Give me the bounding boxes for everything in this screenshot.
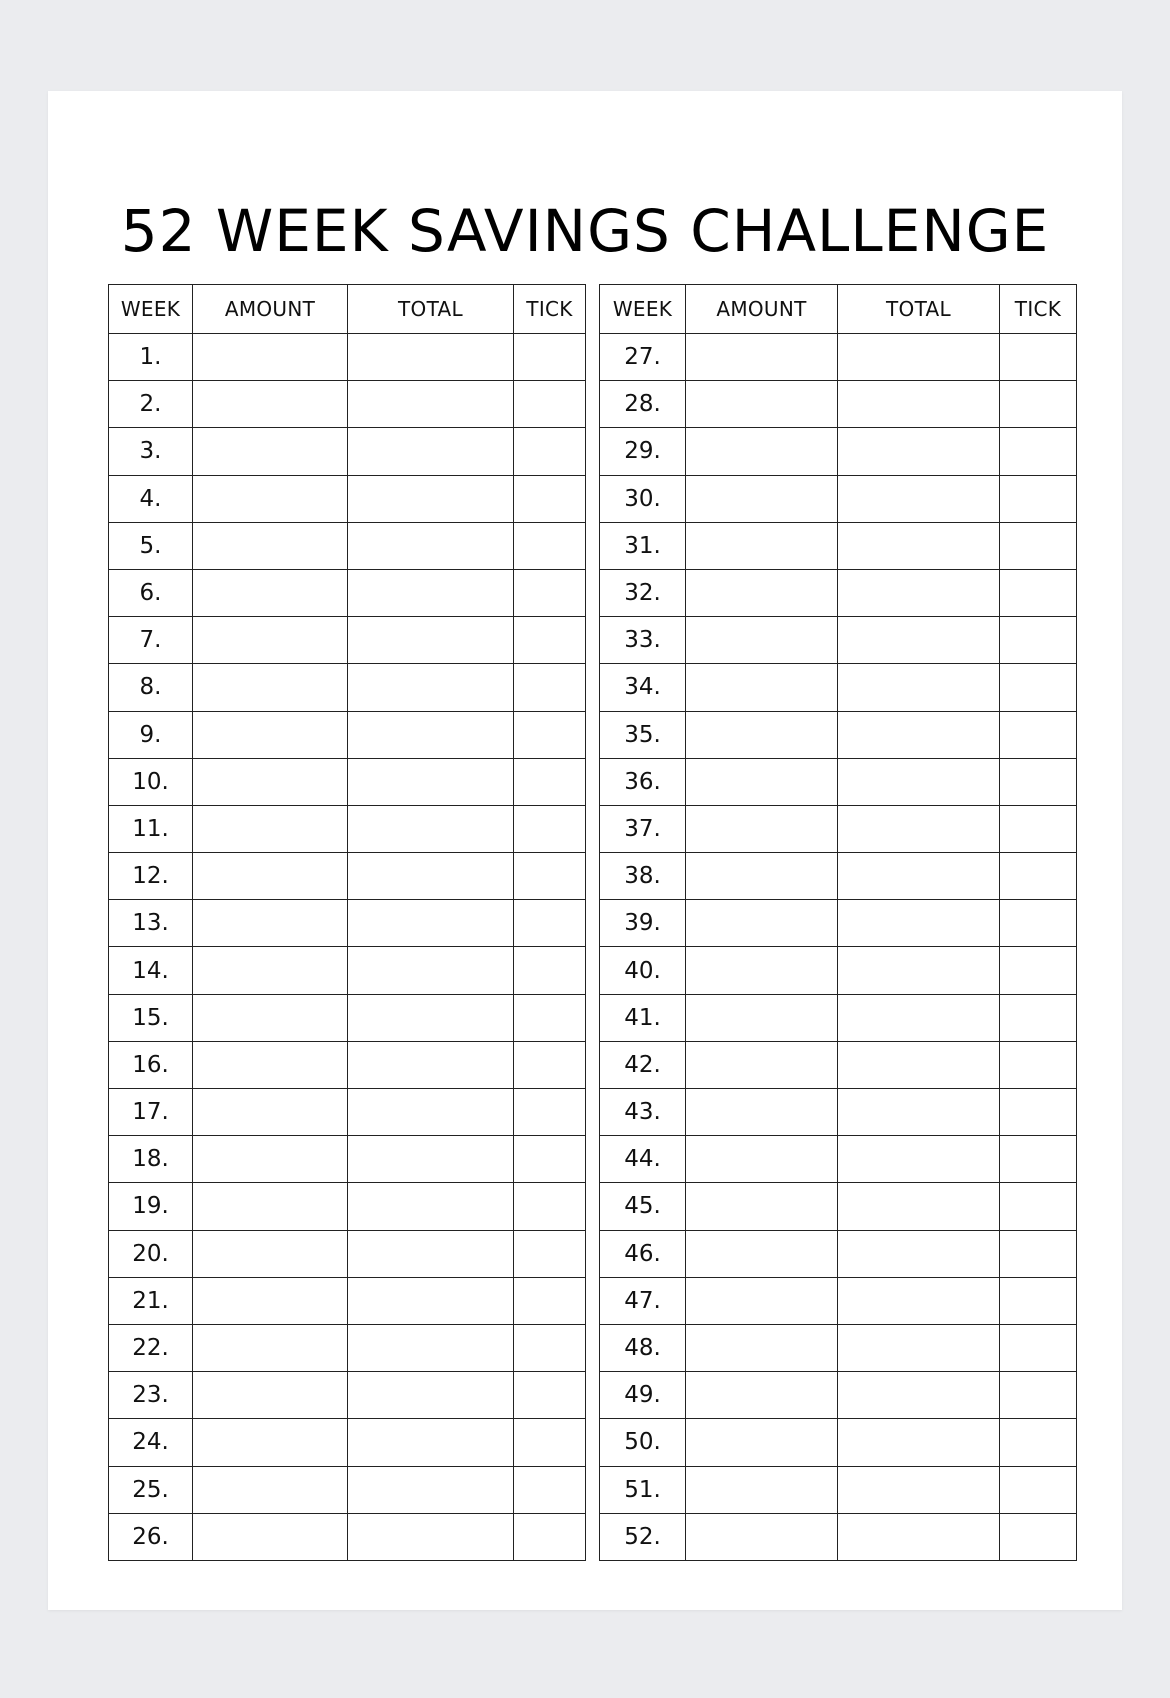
week-number: 13. <box>109 900 193 947</box>
total-cell[interactable] <box>838 1419 1000 1466</box>
table-row <box>600 1324 1077 1371</box>
table-row <box>109 1183 586 1230</box>
tick-cell[interactable] <box>514 900 586 947</box>
week-number: 8. <box>109 664 193 711</box>
amount-cell[interactable] <box>193 428 348 475</box>
table-row <box>109 1089 586 1136</box>
column-header-total: TOTAL <box>838 285 1000 334</box>
table-row <box>600 569 1077 616</box>
amount-cell[interactable] <box>193 1466 348 1513</box>
total-cell[interactable] <box>348 853 514 900</box>
total-cell[interactable] <box>838 1041 1000 1088</box>
amount-cell[interactable] <box>193 853 348 900</box>
week-number: 37. <box>600 805 686 852</box>
amount-cell[interactable] <box>686 1419 838 1466</box>
amount-cell[interactable] <box>686 381 838 428</box>
table-row <box>109 569 586 616</box>
table-row <box>600 1372 1077 1419</box>
column-header-tick: TICK <box>1000 285 1077 334</box>
table-row <box>600 711 1077 758</box>
tick-cell[interactable] <box>514 805 586 852</box>
amount-cell[interactable] <box>686 1277 838 1324</box>
total-cell[interactable] <box>348 994 514 1041</box>
tick-cell[interactable] <box>514 475 586 522</box>
tick-cell[interactable] <box>514 1041 586 1088</box>
table-row <box>600 381 1077 428</box>
amount-cell[interactable] <box>193 1089 348 1136</box>
amount-cell[interactable] <box>686 475 838 522</box>
tick-cell[interactable] <box>1000 1089 1077 1136</box>
total-cell[interactable] <box>348 947 514 994</box>
week-number: 47. <box>600 1277 686 1324</box>
week-number: 26. <box>109 1513 193 1560</box>
total-cell[interactable] <box>838 522 1000 569</box>
week-number: 51. <box>600 1466 686 1513</box>
table-row <box>109 1466 586 1513</box>
total-cell[interactable] <box>838 1183 1000 1230</box>
week-number: 42. <box>600 1041 686 1088</box>
table-row <box>600 1089 1077 1136</box>
table-row <box>109 947 586 994</box>
table-row <box>600 617 1077 664</box>
week-number: 45. <box>600 1183 686 1230</box>
total-cell[interactable] <box>838 381 1000 428</box>
tick-cell[interactable] <box>514 1183 586 1230</box>
table-row <box>109 1277 586 1324</box>
week-number: 25. <box>109 1466 193 1513</box>
amount-cell[interactable] <box>686 1513 838 1560</box>
week-number: 52. <box>600 1513 686 1560</box>
tick-cell[interactable] <box>1000 758 1077 805</box>
table-row <box>600 758 1077 805</box>
total-cell[interactable] <box>838 1324 1000 1371</box>
table-row <box>109 1136 586 1183</box>
table-row <box>109 617 586 664</box>
table-row <box>600 1041 1077 1088</box>
total-cell[interactable] <box>348 1324 514 1371</box>
total-cell[interactable] <box>348 664 514 711</box>
table-header-row <box>600 285 1077 334</box>
amount-cell[interactable] <box>193 569 348 616</box>
tick-cell[interactable] <box>1000 1277 1077 1324</box>
column-header-amount: AMOUNT <box>686 285 838 334</box>
week-number: 23. <box>109 1372 193 1419</box>
week-number: 6. <box>109 569 193 616</box>
week-number: 29. <box>600 428 686 475</box>
total-cell[interactable] <box>348 1230 514 1277</box>
total-cell[interactable] <box>838 947 1000 994</box>
amount-cell[interactable] <box>193 805 348 852</box>
amount-cell[interactable] <box>193 1372 348 1419</box>
week-number: 2. <box>109 381 193 428</box>
week-number: 40. <box>600 947 686 994</box>
total-cell[interactable] <box>838 758 1000 805</box>
week-number: 34. <box>600 664 686 711</box>
tick-cell[interactable] <box>514 1466 586 1513</box>
tick-cell[interactable] <box>1000 475 1077 522</box>
tick-cell[interactable] <box>514 522 586 569</box>
amount-cell[interactable] <box>686 428 838 475</box>
total-cell[interactable] <box>348 1419 514 1466</box>
total-cell[interactable] <box>838 1513 1000 1560</box>
tick-cell[interactable] <box>1000 1041 1077 1088</box>
total-cell[interactable] <box>838 664 1000 711</box>
week-number: 41. <box>600 994 686 1041</box>
week-number: 5. <box>109 522 193 569</box>
week-number: 1. <box>109 334 193 381</box>
tick-cell[interactable] <box>514 994 586 1041</box>
tick-cell[interactable] <box>514 1089 586 1136</box>
amount-cell[interactable] <box>686 664 838 711</box>
week-number: 27. <box>600 334 686 381</box>
amount-cell[interactable] <box>193 617 348 664</box>
amount-cell[interactable] <box>193 475 348 522</box>
tick-cell[interactable] <box>514 1136 586 1183</box>
amount-cell[interactable] <box>193 522 348 569</box>
tick-cell[interactable] <box>1000 569 1077 616</box>
week-number: 24. <box>109 1419 193 1466</box>
amount-cell[interactable] <box>193 1277 348 1324</box>
table-row <box>109 428 586 475</box>
week-number: 4. <box>109 475 193 522</box>
tick-cell[interactable] <box>514 711 586 758</box>
week-number: 3. <box>109 428 193 475</box>
total-cell[interactable] <box>838 805 1000 852</box>
tick-cell[interactable] <box>514 617 586 664</box>
page-title: 52 WEEK SAVINGS CHALLENGE <box>120 196 1050 265</box>
week-number: 39. <box>600 900 686 947</box>
total-cell[interactable] <box>348 569 514 616</box>
amount-cell[interactable] <box>193 664 348 711</box>
table-row <box>109 664 586 711</box>
tick-cell[interactable] <box>1000 947 1077 994</box>
total-cell[interactable] <box>348 1136 514 1183</box>
amount-cell[interactable] <box>193 1183 348 1230</box>
table-row <box>600 1419 1077 1466</box>
week-number: 16. <box>109 1041 193 1088</box>
table-row <box>109 711 586 758</box>
total-cell[interactable] <box>348 900 514 947</box>
total-cell[interactable] <box>838 1230 1000 1277</box>
total-cell[interactable] <box>348 1466 514 1513</box>
table-row <box>109 1041 586 1088</box>
tick-cell[interactable] <box>1000 1372 1077 1419</box>
tick-cell[interactable] <box>1000 805 1077 852</box>
column-header-week: WEEK <box>109 285 193 334</box>
table-row <box>600 1183 1077 1230</box>
week-number: 46. <box>600 1230 686 1277</box>
amount-cell[interactable] <box>686 1230 838 1277</box>
amount-cell[interactable] <box>686 994 838 1041</box>
amount-cell[interactable] <box>193 381 348 428</box>
week-number: 36. <box>600 758 686 805</box>
amount-cell[interactable] <box>686 1183 838 1230</box>
total-cell[interactable] <box>838 1089 1000 1136</box>
week-number: 32. <box>600 569 686 616</box>
week-number: 19. <box>109 1183 193 1230</box>
tick-cell[interactable] <box>1000 994 1077 1041</box>
table-row <box>600 900 1077 947</box>
savings-table-right <box>599 284 1077 1561</box>
amount-cell[interactable] <box>686 1372 838 1419</box>
table-row <box>109 805 586 852</box>
tick-cell[interactable] <box>1000 428 1077 475</box>
table-row <box>109 334 586 381</box>
amount-cell[interactable] <box>686 947 838 994</box>
total-cell[interactable] <box>348 1513 514 1560</box>
week-number: 18. <box>109 1136 193 1183</box>
amount-cell[interactable] <box>686 1466 838 1513</box>
tick-cell[interactable] <box>1000 1136 1077 1183</box>
week-number: 31. <box>600 522 686 569</box>
table-row <box>600 805 1077 852</box>
week-number: 20. <box>109 1230 193 1277</box>
amount-cell[interactable] <box>686 569 838 616</box>
page-sheet <box>48 91 1122 1610</box>
table-header-row <box>109 285 586 334</box>
tick-cell[interactable] <box>514 1372 586 1419</box>
total-cell[interactable] <box>838 900 1000 947</box>
table-row <box>600 853 1077 900</box>
tick-cell[interactable] <box>1000 1183 1077 1230</box>
tick-cell[interactable] <box>514 853 586 900</box>
total-cell[interactable] <box>348 1089 514 1136</box>
amount-cell[interactable] <box>193 900 348 947</box>
week-number: 11. <box>109 805 193 852</box>
tick-cell[interactable] <box>514 1230 586 1277</box>
amount-cell[interactable] <box>193 1513 348 1560</box>
total-cell[interactable] <box>838 428 1000 475</box>
column-header-week: WEEK <box>600 285 686 334</box>
amount-cell[interactable] <box>193 1041 348 1088</box>
tick-cell[interactable] <box>1000 1513 1077 1560</box>
amount-cell[interactable] <box>686 522 838 569</box>
total-cell[interactable] <box>838 1136 1000 1183</box>
table-row <box>109 994 586 1041</box>
table-row <box>600 1277 1077 1324</box>
total-cell[interactable] <box>348 758 514 805</box>
tick-cell[interactable] <box>1000 1466 1077 1513</box>
week-number: 22. <box>109 1324 193 1371</box>
savings-table-left <box>108 284 586 1561</box>
table-row <box>600 475 1077 522</box>
table-row <box>600 334 1077 381</box>
table-row <box>109 1419 586 1466</box>
table-row <box>600 522 1077 569</box>
total-cell[interactable] <box>838 617 1000 664</box>
amount-cell[interactable] <box>193 334 348 381</box>
week-number: 33. <box>600 617 686 664</box>
amount-cell[interactable] <box>193 1136 348 1183</box>
tick-cell[interactable] <box>1000 664 1077 711</box>
amount-cell[interactable] <box>686 900 838 947</box>
column-header-amount: AMOUNT <box>193 285 348 334</box>
total-cell[interactable] <box>348 1183 514 1230</box>
amount-cell[interactable] <box>686 617 838 664</box>
amount-cell[interactable] <box>193 1419 348 1466</box>
week-number: 7. <box>109 617 193 664</box>
table-row <box>109 522 586 569</box>
total-cell[interactable] <box>348 522 514 569</box>
week-number: 15. <box>109 994 193 1041</box>
tick-cell[interactable] <box>514 1324 586 1371</box>
tick-cell[interactable] <box>514 758 586 805</box>
table-row <box>109 1513 586 1560</box>
week-number: 12. <box>109 853 193 900</box>
tick-cell[interactable] <box>514 428 586 475</box>
amount-cell[interactable] <box>686 711 838 758</box>
table-row <box>600 1466 1077 1513</box>
total-cell[interactable] <box>838 334 1000 381</box>
total-cell[interactable] <box>838 853 1000 900</box>
amount-cell[interactable] <box>686 758 838 805</box>
tick-cell[interactable] <box>514 947 586 994</box>
total-cell[interactable] <box>348 428 514 475</box>
tick-cell[interactable] <box>1000 900 1077 947</box>
amount-cell[interactable] <box>193 1324 348 1371</box>
week-number: 50. <box>600 1419 686 1466</box>
amount-cell[interactable] <box>686 1089 838 1136</box>
amount-cell[interactable] <box>686 1324 838 1371</box>
week-number: 35. <box>600 711 686 758</box>
column-header-total: TOTAL <box>348 285 514 334</box>
week-number: 49. <box>600 1372 686 1419</box>
total-cell[interactable] <box>838 1372 1000 1419</box>
tick-cell[interactable] <box>1000 617 1077 664</box>
table-row <box>109 1372 586 1419</box>
amount-cell[interactable] <box>193 711 348 758</box>
table-row <box>600 1136 1077 1183</box>
amount-cell[interactable] <box>193 758 348 805</box>
table-row <box>109 853 586 900</box>
total-cell[interactable] <box>838 711 1000 758</box>
table-row <box>600 947 1077 994</box>
tick-cell[interactable] <box>1000 522 1077 569</box>
week-number: 9. <box>109 711 193 758</box>
total-cell[interactable] <box>838 1466 1000 1513</box>
tick-cell[interactable] <box>514 381 586 428</box>
table-row <box>600 1230 1077 1277</box>
tick-cell[interactable] <box>1000 711 1077 758</box>
amount-cell[interactable] <box>686 853 838 900</box>
total-cell[interactable] <box>838 994 1000 1041</box>
total-cell[interactable] <box>348 711 514 758</box>
table-row <box>109 1324 586 1371</box>
table-row <box>109 900 586 947</box>
total-cell[interactable] <box>838 569 1000 616</box>
total-cell[interactable] <box>838 475 1000 522</box>
tick-cell[interactable] <box>514 664 586 711</box>
tick-cell[interactable] <box>1000 381 1077 428</box>
week-number: 17. <box>109 1089 193 1136</box>
table-row <box>600 428 1077 475</box>
week-number: 38. <box>600 853 686 900</box>
tick-cell[interactable] <box>514 1513 586 1560</box>
table-row <box>600 994 1077 1041</box>
week-number: 44. <box>600 1136 686 1183</box>
total-cell[interactable] <box>348 334 514 381</box>
week-number: 28. <box>600 381 686 428</box>
table-row <box>109 758 586 805</box>
table-row <box>109 1230 586 1277</box>
table-row <box>109 475 586 522</box>
tick-cell[interactable] <box>514 334 586 381</box>
total-cell[interactable] <box>348 1277 514 1324</box>
amount-cell[interactable] <box>193 947 348 994</box>
tick-cell[interactable] <box>514 1277 586 1324</box>
week-number: 14. <box>109 947 193 994</box>
total-cell[interactable] <box>348 617 514 664</box>
week-number: 10. <box>109 758 193 805</box>
tick-cell[interactable] <box>1000 1230 1077 1277</box>
total-cell[interactable] <box>348 475 514 522</box>
tick-cell[interactable] <box>514 1419 586 1466</box>
tick-cell[interactable] <box>1000 1324 1077 1371</box>
week-number: 30. <box>600 475 686 522</box>
total-cell[interactable] <box>348 1041 514 1088</box>
amount-cell[interactable] <box>193 994 348 1041</box>
amount-cell[interactable] <box>686 805 838 852</box>
tick-cell[interactable] <box>1000 853 1077 900</box>
tick-cell[interactable] <box>1000 334 1077 381</box>
amount-cell[interactable] <box>686 1041 838 1088</box>
week-number: 43. <box>600 1089 686 1136</box>
table-row <box>109 381 586 428</box>
total-cell[interactable] <box>348 381 514 428</box>
tick-cell[interactable] <box>514 569 586 616</box>
week-number: 21. <box>109 1277 193 1324</box>
amount-cell[interactable] <box>686 334 838 381</box>
amount-cell[interactable] <box>193 1230 348 1277</box>
amount-cell[interactable] <box>686 1136 838 1183</box>
column-header-tick: TICK <box>514 285 586 334</box>
tick-cell[interactable] <box>1000 1419 1077 1466</box>
week-number: 48. <box>600 1324 686 1371</box>
total-cell[interactable] <box>348 1372 514 1419</box>
total-cell[interactable] <box>348 805 514 852</box>
total-cell[interactable] <box>838 1277 1000 1324</box>
table-row <box>600 1513 1077 1560</box>
table-row <box>600 664 1077 711</box>
